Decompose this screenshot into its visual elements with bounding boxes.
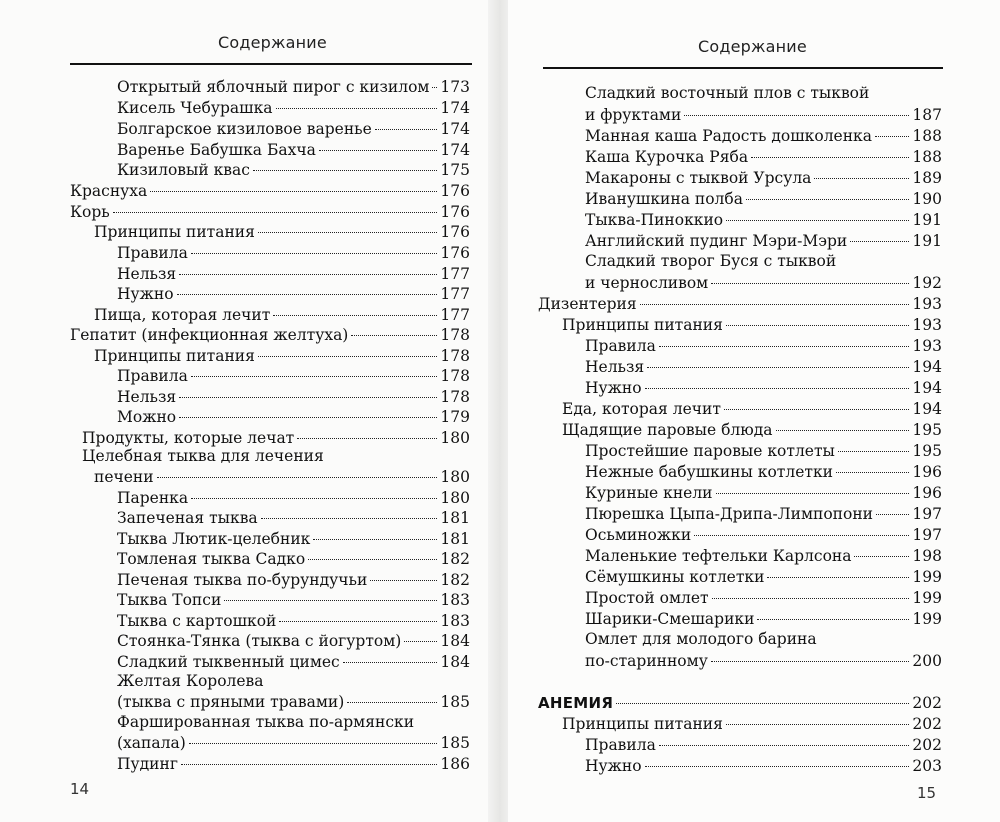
leader-dots [645,388,910,389]
toc-entry-page: 202 [912,715,942,733]
leader-dots [726,724,909,725]
leader-dots [694,535,909,536]
toc-entry[interactable] [82,445,470,489]
toc-entry-title: Шарики-Смешарики [585,610,755,628]
toc-entry-page: 177 [440,306,470,324]
toc-entry-page: 189 [912,169,942,187]
toc-entry-page: 177 [440,265,470,283]
leader-dots [757,619,909,620]
toc-entry-title: печени [94,468,154,486]
leader-dots [836,472,909,473]
toc-entry[interactable] [585,461,942,483]
toc-left [70,0,470,822]
toc-entry[interactable] [585,125,942,147]
toc-entry-title: Щадящие паровые блюда [562,421,773,439]
toc-entry-title: Тыква Топси [117,591,222,609]
toc-entry-title: Нельзя [117,265,177,283]
toc-entry[interactable] [94,304,470,326]
toc-entry[interactable] [117,263,470,285]
leader-dots [746,199,909,200]
leader-dots [370,580,437,581]
leader-dots [640,304,910,305]
toc-entry[interactable] [117,589,470,611]
leader-dots [616,703,909,704]
toc-entry-title: Принципы питания [94,347,255,365]
toc-entry-page: 203 [912,757,942,775]
toc-entry-title: Правила [117,244,188,262]
leader-dots [297,438,437,439]
toc-entry[interactable] [585,377,942,399]
leader-dots [347,702,437,703]
toc-entry-title: Пюрешка Цыпа-Дрипа-Лимпопони [585,505,874,523]
leader-dots [113,212,438,213]
toc-entry[interactable] [117,487,470,509]
leader-dots [189,743,438,744]
toc-entry[interactable] [585,440,942,462]
toc-entry[interactable] [117,159,470,181]
toc-entry[interactable] [585,356,942,378]
toc-entry-title: Тыква Лютик-целебник [117,530,311,548]
toc-entry[interactable] [117,406,470,428]
toc-entry-title: Куриные кнели [585,484,713,502]
toc-entry-title: Нельзя [585,358,645,376]
toc-entry-page: 174 [440,120,470,138]
leader-dots [343,662,438,663]
toc-entry[interactable] [117,630,470,652]
toc-entry-title: Английский пудинг Мэри-Мэри [585,232,848,250]
toc-entry-page: 194 [912,358,942,376]
toc-entry-page: 196 [912,484,942,502]
toc-entry-page: 184 [440,653,470,671]
leader-dots [776,430,910,431]
toc-entry-page: 174 [440,99,470,117]
toc-entry[interactable] [585,209,942,231]
toc-entry-page: 183 [440,591,470,609]
toc-entry-page: 194 [912,400,942,418]
toc-entry[interactable] [562,419,942,441]
toc-entry-page: 184 [440,632,470,650]
leader-dots [726,325,909,326]
leader-dots [404,641,437,642]
toc-entry[interactable] [117,507,470,529]
toc-entry[interactable] [562,713,942,735]
toc-entry-page: 197 [912,526,942,544]
toc-entry-title: и черносливом [585,274,709,292]
toc-entry-title: Простейшие паровые котлеты [585,442,835,460]
leader-dots [767,577,909,578]
toc-entry-title: Гепатит (инфекционная желтуха) [70,326,349,344]
toc-entry[interactable] [117,753,470,775]
toc-entry[interactable] [117,569,470,591]
toc-entry-title: Иванушкина полба [585,190,743,208]
leader-dots [351,335,437,336]
toc-entry[interactable] [585,250,942,294]
toc-entry-page: 176 [440,244,470,262]
toc-entry-title: Открытый яблочный пирог с кизилом [117,78,430,96]
toc-entry-title: Правила [585,337,656,355]
toc-entry-title: Еда, которая лечит [562,400,721,418]
toc-entry-title: (тыква с пряными травами) [117,693,345,711]
toc-entry-page: 195 [912,421,942,439]
toc-entry-page: 185 [440,693,470,711]
toc-entry[interactable] [70,324,470,346]
toc-entry-title: Запеченая тыква [117,509,258,527]
toc-entry[interactable] [94,221,470,243]
toc-entry-title: Нужно [585,379,642,397]
leader-dots [647,367,909,368]
toc-entry[interactable] [117,548,470,570]
leader-dots [711,661,910,662]
leader-dots [224,600,437,601]
toc-entry[interactable] [585,167,942,189]
toc-entry-page: 178 [440,367,470,385]
toc-entry-title: Сёмушкины котлетки [585,568,765,586]
toc-entry-title: Осьминожки [585,526,692,544]
toc-entry-page: 179 [440,408,470,426]
toc-entry-title: Дизентерия [538,295,637,313]
toc-entry-page: 190 [912,190,942,208]
toc-entry-title: Кисель Чебурашка [117,99,273,117]
toc-entry-page: 198 [912,547,942,565]
toc-entry-title: Макароны с тыквой Урсула [585,169,812,187]
left-page [0,0,492,822]
toc-entry-page: 182 [440,550,470,568]
toc-entry-title: Пища, которая лечит [94,306,271,324]
toc-entry-title: Нельзя [117,388,177,406]
toc-entry-title: Каша Курочка Ряба [585,148,749,166]
toc-entry[interactable] [117,365,470,387]
toc-entry-title-line1: Сладкий восточный плов с тыквой [585,84,870,102]
toc-entry-title: Нежные бабушкины котлетки [585,463,833,481]
toc-entry-title: (хапала) [117,734,186,752]
toc-entry-title: АНЕМИЯ [538,694,614,712]
toc-entry-page: 199 [912,589,942,607]
toc-entry-title: Манная каша Радость дошколенка [585,127,872,145]
toc-entry-page: 191 [912,232,942,250]
toc-entry-page: 199 [912,568,942,586]
leader-dots [716,493,910,494]
toc-entry-title-line1: Фаршированная тыква по-армянски [117,713,415,731]
leader-dots [150,191,437,192]
toc-entry-page: 202 [912,694,942,712]
leader-dots [313,539,437,540]
leader-dots [814,178,909,179]
running-head-right: Содержание [698,37,807,56]
toc-entry-title: Принципы питания [562,715,723,733]
toc-entry-title: Томленая тыква Садко [117,550,306,568]
leader-dots [253,170,437,171]
leader-dots [319,150,438,151]
toc-entry-title: Паренка [117,489,189,507]
leader-dots [191,498,437,499]
toc-entry[interactable] [585,482,942,504]
toc-entry[interactable] [585,335,942,357]
toc-entry-title-line1: Желтая Королева [117,672,264,690]
toc-section-heading[interactable] [538,692,942,714]
toc-entry[interactable] [585,82,942,126]
leader-dots [273,315,437,316]
leader-dots [684,115,909,116]
toc-entry-page: 175 [440,161,470,179]
toc-entry-page: 181 [440,530,470,548]
toc-entry-title: Варенье Бабушка Бахча [117,141,316,159]
toc-entry-page: 196 [912,463,942,481]
toc-entry-title-line1: Целебная тыква для лечения [82,447,324,465]
toc-entry[interactable] [585,628,942,672]
leader-dots [875,136,909,137]
toc-entry-page: 178 [440,326,470,344]
toc-entry-title: и фруктами [585,106,682,124]
leader-dots [854,556,909,557]
toc-entry-page: 197 [912,505,942,523]
toc-entry-title: по-старинному [585,652,708,670]
toc-entry[interactable] [585,188,942,210]
toc-entry[interactable] [117,283,470,305]
toc-entry[interactable] [70,201,470,223]
toc-entry-title: Правила [585,736,656,754]
toc-entry-page: 181 [440,509,470,527]
leader-dots [308,559,437,560]
toc-entry-title-line1: Омлет для молодого барина [585,630,817,648]
leader-dots [261,518,438,519]
toc-entry[interactable] [94,345,470,367]
toc-entry-title: Принципы питания [94,223,255,241]
toc-entry[interactable] [117,242,470,264]
leader-dots [181,764,437,765]
toc-entry-page: 180 [440,489,470,507]
toc-entry[interactable] [117,97,470,119]
toc-entry-title: Кизиловый квас [117,161,250,179]
leader-dots [838,451,910,452]
toc-entry-page: 193 [912,295,942,313]
toc-entry[interactable] [562,314,942,336]
leader-dots [726,220,909,221]
leader-dots [375,129,438,130]
leader-dots [432,87,437,88]
toc-entry-title: Простой омлет [585,589,709,607]
toc-entry[interactable] [585,755,942,777]
toc-entry-page: 191 [912,211,942,229]
toc-entry[interactable] [117,711,470,755]
toc-entry-title: Продукты, которые лечат [82,429,295,447]
leader-dots [191,253,438,254]
toc-entry-title: Корь [70,203,110,221]
toc-entry[interactable] [585,587,942,609]
toc-entry[interactable] [585,503,942,525]
toc-entry[interactable] [117,139,470,161]
toc-entry-page: 183 [440,612,470,630]
toc-entry-page: 176 [440,203,470,221]
toc-entry-page: 195 [912,442,942,460]
leader-dots [724,409,909,410]
toc-entry-page: 187 [912,106,942,124]
toc-entry-page: 188 [912,127,942,145]
leader-dots [258,232,437,233]
toc-entry-title-line1: Сладкий творог Буся с тыквой [585,252,837,270]
toc-entry-title: Можно [117,408,177,426]
leader-dots [276,108,438,109]
leader-dots [179,417,437,418]
leader-dots [751,157,909,158]
toc-entry-title: Пудинг [117,755,178,773]
toc-entry-title: Тыква-Пиноккио [585,211,724,229]
leader-dots [258,356,437,357]
toc-entry[interactable] [117,118,470,140]
toc-entry-page: 185 [440,734,470,752]
toc-entry-title: Нужно [585,757,642,775]
leader-dots [712,598,910,599]
toc-entry[interactable] [562,398,942,420]
right-page [508,0,1000,822]
leader-dots [645,766,910,767]
toc-entry-page: 202 [912,736,942,754]
toc-entry-page: 200 [912,652,942,670]
toc-entry-page: 180 [440,429,470,447]
toc-right [538,0,942,822]
toc-entry-page: 178 [440,388,470,406]
running-head-left: Содержание [218,33,327,52]
toc-entry[interactable] [117,610,470,632]
toc-entry-page: 182 [440,571,470,589]
toc-entry-title: Тыква с картошкой [117,612,277,630]
leader-dots [659,346,910,347]
leader-dots [659,745,910,746]
toc-entry[interactable] [585,146,942,168]
toc-entry-page: 174 [440,141,470,159]
toc-entry[interactable] [585,734,942,756]
leader-dots [279,621,437,622]
toc-entry[interactable] [117,76,470,98]
toc-entry-page: 193 [912,316,942,334]
toc-entry-title: Правила [117,367,188,385]
leader-dots [179,397,437,398]
toc-entry-title: Болгарское кизиловое варенье [117,120,372,138]
toc-entry-title: Маленькие тефтельки Карлсона [585,547,852,565]
toc-entry-title: Принципы питания [562,316,723,334]
toc-entry[interactable] [70,180,470,202]
toc-entry-page: 193 [912,337,942,355]
leader-dots [876,514,909,515]
leader-dots [850,241,909,242]
page-number-right: 15 [917,784,937,802]
toc-entry-page: 199 [912,610,942,628]
toc-entry[interactable] [117,528,470,550]
toc-entry-page: 176 [440,223,470,241]
leader-dots [157,477,438,478]
leader-dots [711,283,909,284]
toc-entry-page: 180 [440,468,470,486]
toc-entry[interactable] [538,293,942,315]
toc-entry[interactable] [117,386,470,408]
toc-entry-page: 177 [440,285,470,303]
toc-entry[interactable] [585,608,942,630]
toc-entry-title: Печеная тыква по-бурундучьи [117,571,368,589]
toc-entry-title: Краснуха [70,182,148,200]
toc-entry-page: 194 [912,379,942,397]
toc-entry-page: 173 [440,78,470,96]
toc-entry-title: Сладкий тыквенный цимес [117,653,340,671]
toc-entry-page: 188 [912,148,942,166]
toc-entry-title: Нужно [117,285,174,303]
toc-entry-page: 176 [440,182,470,200]
toc-entry-page: 186 [440,755,470,773]
toc-entry[interactable] [585,566,942,588]
toc-entry-page: 178 [440,347,470,365]
toc-entry[interactable] [585,545,942,567]
page-number-left: 14 [70,780,90,798]
leader-dots [177,294,438,295]
toc-entry[interactable] [117,670,470,714]
toc-entry[interactable] [585,524,942,546]
toc-entry-title: Стоянка-Тянка (тыква с йогуртом) [117,632,402,650]
toc-entry[interactable] [585,230,942,252]
leader-dots [179,274,437,275]
toc-entry-page: 192 [912,274,942,292]
leader-dots [191,376,438,377]
